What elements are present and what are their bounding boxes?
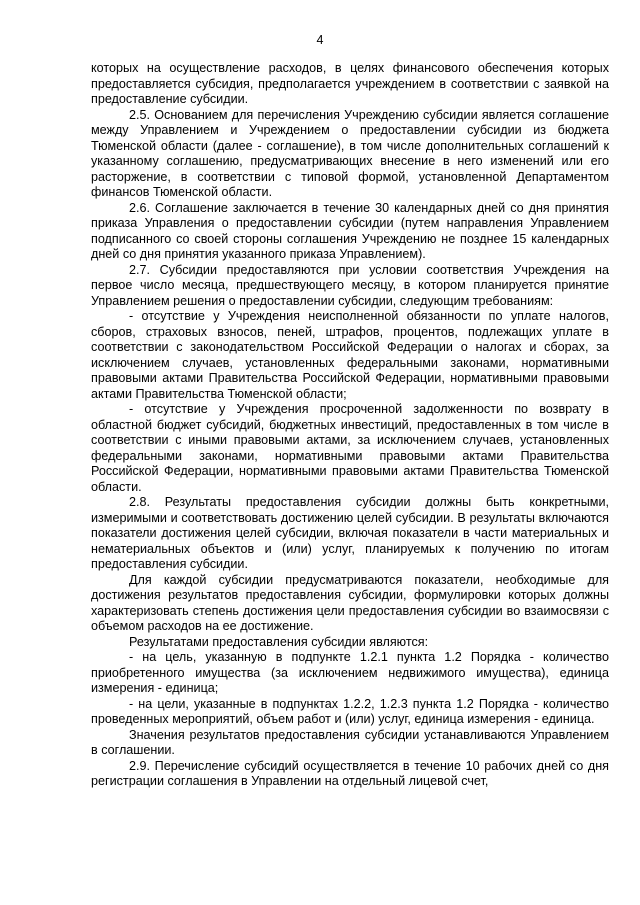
requirement-item-taxes: - отсутствие у Учреждения неисполненной обязанности по уплате налогов, сборов, страховых взносов, пеней, штрафов, процентов, подлежащих уплате в соответствии с законодательством Российской Федерации о налогах и сборах, за исключением случаев, установленных федеральными законами, нормативными правовыми актами Правительства Российской Федерации, нормативными правовыми актами Правительства Тюменской области;: [91, 309, 609, 401]
paragraph-result-values: Значения результатов предоставления субсидии устанавливаются Управлением в соглашении.: [91, 727, 609, 757]
paragraph-2-7: 2.7. Субсидии предоставляются при условии соответствия Учреждения на первое число месяца, предшествующего месяцу, в котором планируется принятие Управлением решения о предоставлении субсидии, следующим требованиям:: [91, 262, 609, 308]
paragraph-2-9: 2.9. Перечисление субсидий осуществляется в течение 10 рабочих дней со дня регистрации соглашения в Управлении на отдельный лицевой счет,: [91, 758, 609, 788]
paragraph-results-intro: Результатами предоставления субсидии являются:: [129, 634, 429, 649]
paragraph-2-8: 2.8. Результаты предоставления субсидии должны быть конкретными, измеримыми и соответствовать достижению целей субсидии. В результаты включаются показатели достижения целей субсидии, включая показатели в части материальных и нематериальных объектов и (или) услуг, планируемых к получению по итогам предоставления субсидии.: [91, 495, 609, 571]
paragraph-continuation: которых на осуществление расходов, в целях финансового обеспечения которых предоставляется субсидия, предполагается учреждением в соответствии с заявкой на предоставление субсидии.: [91, 61, 609, 106]
paragraph-2-6: 2.6. Соглашение заключается в течение 30 календарных дней со дня принятия приказа Управления о предоставлении субсидии (путем направления Управлением подписанного со своей стороны соглашения Учреждению не позднее 15 календарных дней со дня принятия указанного приказа Управлением).: [91, 200, 609, 261]
paragraph-indicators: Для каждой субсидии предусматриваются показатели, необходимые для достижения результатов предоставления субсидии, формулировки которых должны характеризовать степень достижения цели предоставления субсидии во взаимосвязи с объемом расходов на ее достижение.: [91, 572, 609, 633]
result-item-property: - на цель, указанную в подпункте 1.2.1 пункта 1.2 Порядка - количество приобретенного имущества (за исключением недвижимого имущества), единица измерения - единица;: [91, 650, 609, 695]
page-number: 4: [316, 33, 324, 47]
document-body: [91, 61, 609, 790]
paragraph-2-5: 2.5. Основанием для перечисления Учреждению субсидии является соглашение между Управлением и Учреждением о предоставлении субсидии из бюджета Тюменской области (далее - соглашение), в том числе дополнительных соглашений к указанному соглашению, предусматривающих внесение в него изменений или его расторжение, в соответствии с типовой формой, установленной Департаментом финансов Тюменской области.: [91, 107, 609, 199]
requirement-item-debt: - отсутствие у Учреждения просроченной задолженности по возврату в областной бюджет субсидий, бюджетных инвестиций, предоставленных в том числе в соответствии с иными правовыми актами, за исключением случаев, установленных федеральными законами, нормативными правовыми актами Правительства Российской Федерации, нормативными правовыми актами Правительства Тюменской области.: [91, 402, 609, 494]
result-item-events: - на цели, указанные в подпунктах 1.2.2, 1.2.3 пункта 1.2 Порядка - количество проведенных мероприятий, объем работ и (или) услуг, единица измерения - единица.: [91, 696, 609, 726]
